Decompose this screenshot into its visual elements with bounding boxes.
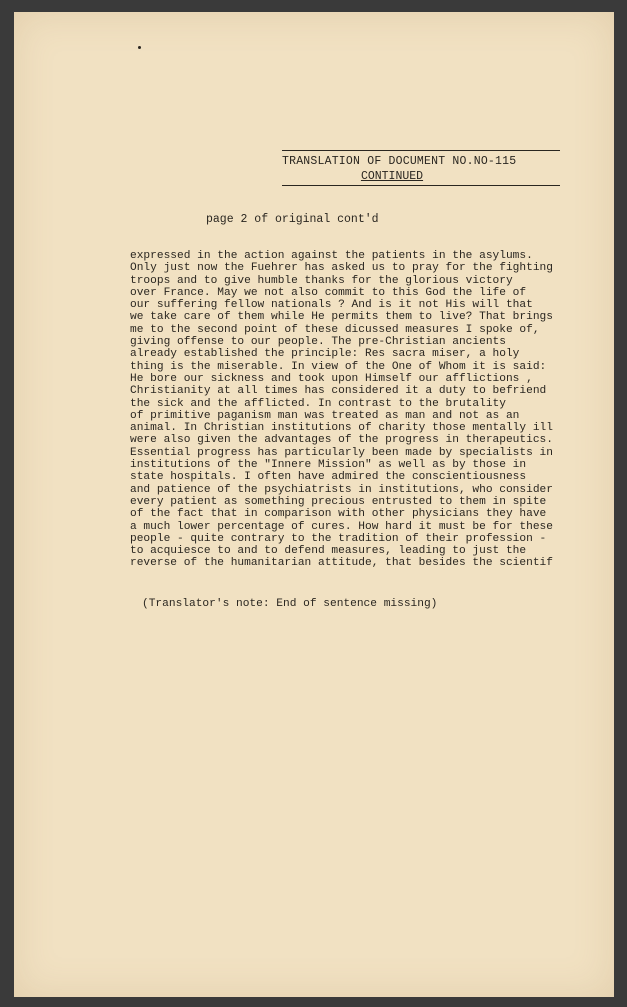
translator-note: (Translator's note: End of sentence missing) [142,598,438,610]
body-line: troops and to give humble thanks for the glorious victory [130,274,513,287]
body-line: every patient as something precious entrusted to them in spite [130,495,547,508]
body-line: of the fact that in comparison with other physicians they have [130,508,547,521]
body-line: of primitive paganism man was treated as man and not as an [130,409,520,422]
body-line: Christianity at all times has considered it a duty to befriend [130,385,547,398]
page-reference: page 2 of original cont'd [206,213,379,226]
body-text [130,250,600,570]
body-line: state hospitals. I often have admired the conscientiousness [130,471,527,484]
body-line: thing is the miserable. In view of the One of Whom it is said: [130,360,547,373]
body-line: institutions of the "Innere Mission" as well as by those in [130,459,527,472]
body-line: to acquiesce to and to defend measures, leading to just the [130,545,527,558]
body-line: Essential progress has particularly been made by specialists in [130,446,553,459]
body-line: already established the principle: Res sacra miser, a holy [130,348,520,361]
body-line: giving offense to our people. The pre-Christian ancients [130,336,506,349]
header-top-rule [282,150,560,151]
header-bottom-rule [282,185,560,186]
body-line: were also given the advantages of the progress in therapeutics. [130,434,553,447]
header-subtitle: CONTINUED [360,170,424,183]
body-line: expressed in the action against the patients in the asylums. [130,250,533,262]
body-line: animal. In Christian institutions of charity those mentally ill [130,422,553,435]
ink-dot [138,46,141,49]
body-line: He bore our sickness and took upon Himself our afflictions , [130,372,533,385]
body-line: over France. May we not also commit to this God the life of [130,286,527,299]
body-line: a much lower percentage of cures. How hard it must be for these [130,520,553,533]
body-line: Only just now the Fuehrer has asked us to pray for the fighting [130,262,553,275]
body-line: me to the second point of these dicussed measures I spoke of, [130,323,540,336]
document-page [14,12,614,997]
header-title: TRANSLATION OF DOCUMENT NO.NO-115 [282,155,517,168]
body-line: reverse of the humanitarian attitude, that besides the scientif [130,557,553,570]
body-line: our suffering fellow nationals ? And is it not His will that [130,299,533,312]
body-line: people - quite contrary to the tradition of their profession - [130,532,547,545]
body-line: the sick and the afflicted. In contrast to the brutality [130,397,506,410]
body-line: we take care of them while He permits them to live? That brings [130,311,553,324]
body-line: and patience of the psychiatrists in institutions, who consider [130,483,553,496]
document-header [282,150,562,186]
